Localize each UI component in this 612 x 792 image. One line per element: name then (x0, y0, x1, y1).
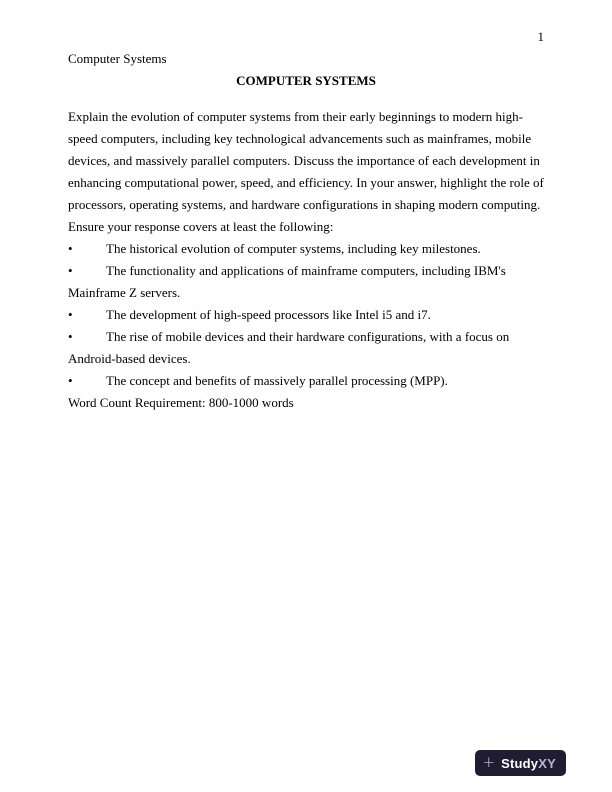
page-content (68, 26, 544, 414)
bullet-marker: • (68, 241, 73, 256)
bullet-marker: • (68, 263, 73, 278)
bullet-text: The rise of mobile devices and their hardware configurations, with a focus on Android-based devices. (68, 329, 510, 366)
logo-text (501, 756, 556, 771)
bullet-item (68, 260, 544, 304)
bullet-item (68, 326, 544, 370)
bullet-item (68, 304, 544, 326)
bullet-marker: • (68, 307, 73, 322)
running-header: Computer Systems (68, 51, 167, 66)
bullet-text: The concept and benefits of massively parallel processing (MPP). (106, 373, 448, 388)
bullet-item (68, 370, 544, 392)
plus-icon: + (482, 753, 496, 771)
bullet-marker: • (68, 373, 73, 388)
bullet-text: The development of high-speed processors like Intel i5 and i7. (106, 307, 431, 322)
word-count-requirement: Word Count Requirement: 800-1000 words (68, 395, 294, 410)
logo-study-text: Study (501, 755, 539, 771)
intro-paragraph: Explain the evolution of computer systems from their early beginnings to modern high-speed computers, including key technological advancements such as mainframes, mobile devices, and massively parallel computers. Discuss the importance of each development in enhancing computational power, speed, and efficiency. In your answer, highlight the role of processors, operating systems, and hardware configurations in shaping modern computing. Ensure your response covers at least the following: (68, 109, 544, 234)
document-title: COMPUTER SYSTEMS (236, 73, 376, 88)
bullet-text: The functionality and applications of mainframe computers, including IBM's Mainframe Z servers. (68, 263, 506, 300)
bullet-marker: • (68, 329, 73, 344)
bullet-item (68, 238, 544, 260)
studyxy-logo (475, 750, 566, 776)
page-number: 1 (537, 29, 544, 44)
logo-xy-text: XY (538, 755, 556, 771)
bullet-text: The historical evolution of computer systems, including key milestones. (106, 241, 481, 256)
